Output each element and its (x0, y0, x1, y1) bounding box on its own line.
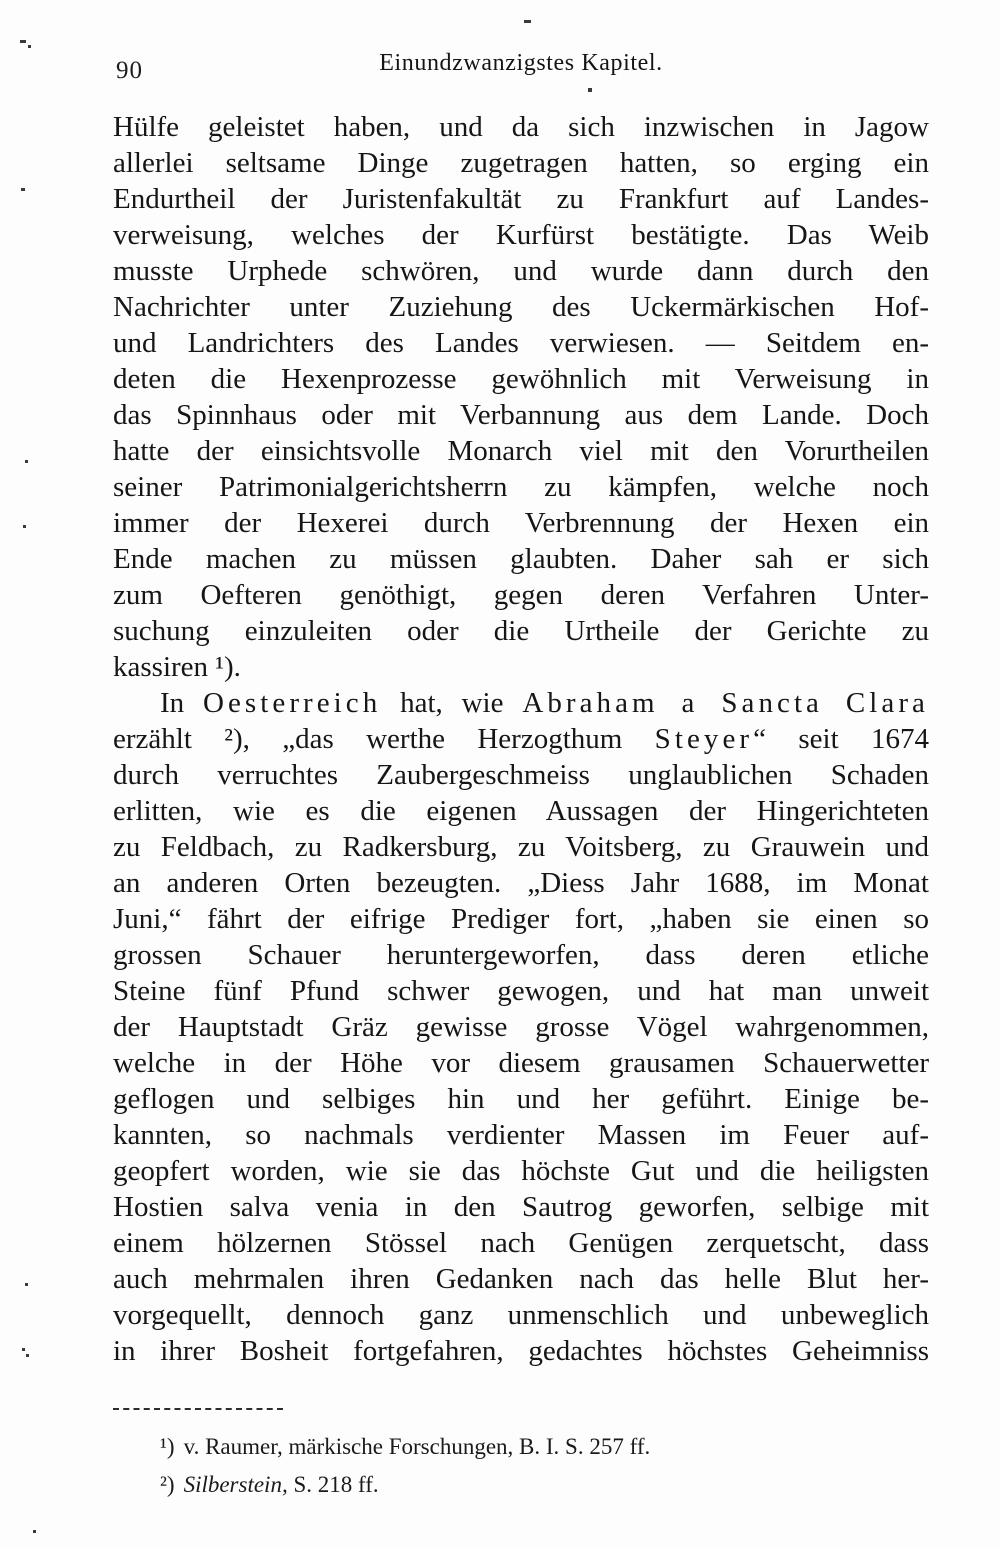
text-line: Juni,“ fährt der eifrige Prediger fort, „haben sie einen so (113, 903, 929, 935)
text-line: das Spinnhaus oder mit Verbannung aus dem Lande. Doch (113, 399, 929, 431)
text-line: einem hölzernen Stössel nach Genügen zerquetscht, dass (113, 1227, 929, 1259)
scan-speckle (21, 188, 25, 191)
body-text (113, 109, 929, 1369)
text-line: erlitten, wie es die eigenen Aussagen der Hingerichteten (113, 795, 929, 827)
text-line: erzählt ²), „das werthe Herzogthum Steyer“ seit 1674 (113, 723, 929, 755)
scan-speckle (524, 20, 531, 23)
text-line: und Landrichters des Landes verwiesen. — Seitdem en- (113, 327, 929, 359)
footnote-2-source: Silberstein, (183, 1472, 288, 1497)
page-number: 90 (116, 57, 143, 84)
text-line: grossen Schauer heruntergeworfen, dass deren etliche (113, 939, 929, 971)
text-line: durch verruchtes Zaubergeschmeiss unglaublichen Schaden (113, 759, 929, 791)
scan-speckle (25, 1283, 28, 1286)
text-line: immer der Hexerei durch Verbrennung der Hexen ein (113, 507, 929, 539)
text-line: in ihrer Bosheit fortgefahren, gedachtes höchstes Geheimniss (113, 1335, 929, 1367)
text-line: vorgequellt, dennoch ganz unmenschlich und unbeweglich (113, 1299, 929, 1331)
footnote-1-text: v. Raumer, märkische Forschungen, B. I. S. 257 ff. (183, 1434, 651, 1459)
text-line: hatte der einsichtsvolle Monarch viel mit den Vorurtheilen (113, 435, 929, 467)
scan-speckle (22, 1348, 25, 1351)
scan-speckle (28, 45, 31, 48)
text-line: Hostien salva venia in den Sautrog geworfen, selbige mit (113, 1191, 929, 1223)
footnote-rule (113, 1408, 283, 1410)
text-line: der Hauptstadt Gräz gewisse grosse Vögel wahrgenommen, (113, 1011, 929, 1043)
footnotes (160, 1428, 650, 1504)
text-line: zu Feldbach, zu Radkersburg, zu Voitsberg, zu Grauwein und (113, 831, 929, 863)
text-line: allerlei seltsame Dinge zugetragen hatten, so erging ein (113, 147, 929, 179)
scan-speckle (23, 525, 26, 528)
scan-speckle (26, 1354, 29, 1357)
text-line: seiner Patrimonialgerichtsherrn zu kämpfen, welche noch (113, 471, 929, 503)
text-line: auch mehrmalen ihren Gedanken nach das helle Blut her- (113, 1263, 929, 1295)
scan-speckle (20, 40, 26, 43)
text-line: zum Oefteren genöthigt, gegen deren Verfahren Unter- (113, 579, 929, 611)
text-line: an anderen Orten bezeugten. „Diess Jahr 1688, im Monat (113, 867, 929, 899)
footnote-2-marker: ²) (160, 1472, 175, 1497)
text-line: suchung einzuleiten oder die Urtheile der Gerichte zu (113, 615, 929, 647)
text-line: Hülfe geleistet haben, und da sich inzwischen in Jagow (113, 111, 929, 143)
footnote-2-text: S. 218 ff. (287, 1472, 379, 1497)
text-line: geflogen und selbiges hin und her geführt. Einige be- (113, 1083, 929, 1115)
text-line: Steine fünf Pfund schwer gewogen, und hat man unweit (113, 975, 929, 1007)
text-line: Nachrichter unter Zuziehung des Uckermärkischen Hof- (113, 291, 929, 323)
footnote-1-marker: ¹) (160, 1434, 175, 1459)
scan-speckle (588, 88, 592, 92)
text-line: kassiren ¹). (113, 651, 241, 683)
footnote-2 (160, 1466, 650, 1504)
text-line: welche in der Höhe vor diesem grausamen Schauerwetter (113, 1047, 929, 1079)
text-line: In Oesterreich hat, wie Abraham a Sancta Clara (160, 687, 929, 719)
text-line: kannten, so nachmals verdienter Massen im Feuer auf- (113, 1119, 929, 1151)
text-line: Ende machen zu müssen glaubten. Daher sah er sich (113, 543, 929, 575)
text-line: verweisung, welches der Kurfürst bestätigte. Das Weib (113, 219, 929, 251)
footnote-1 (160, 1428, 650, 1466)
text-line: musste Urphede schwören, und wurde dann durch den (113, 255, 929, 287)
text-line: geopfert worden, wie sie das höchste Gut und die heiligsten (113, 1155, 929, 1187)
scan-speckle (25, 460, 28, 463)
scan-speckle (33, 1530, 36, 1533)
chapter-heading: Einundzwanzigstes Kapitel. (379, 50, 663, 76)
text-line: Endurtheil der Juristenfakultät zu Frankfurt auf Landes- (113, 183, 929, 215)
text-line: deten die Hexenprozesse gewöhnlich mit Verweisung in (113, 363, 929, 395)
